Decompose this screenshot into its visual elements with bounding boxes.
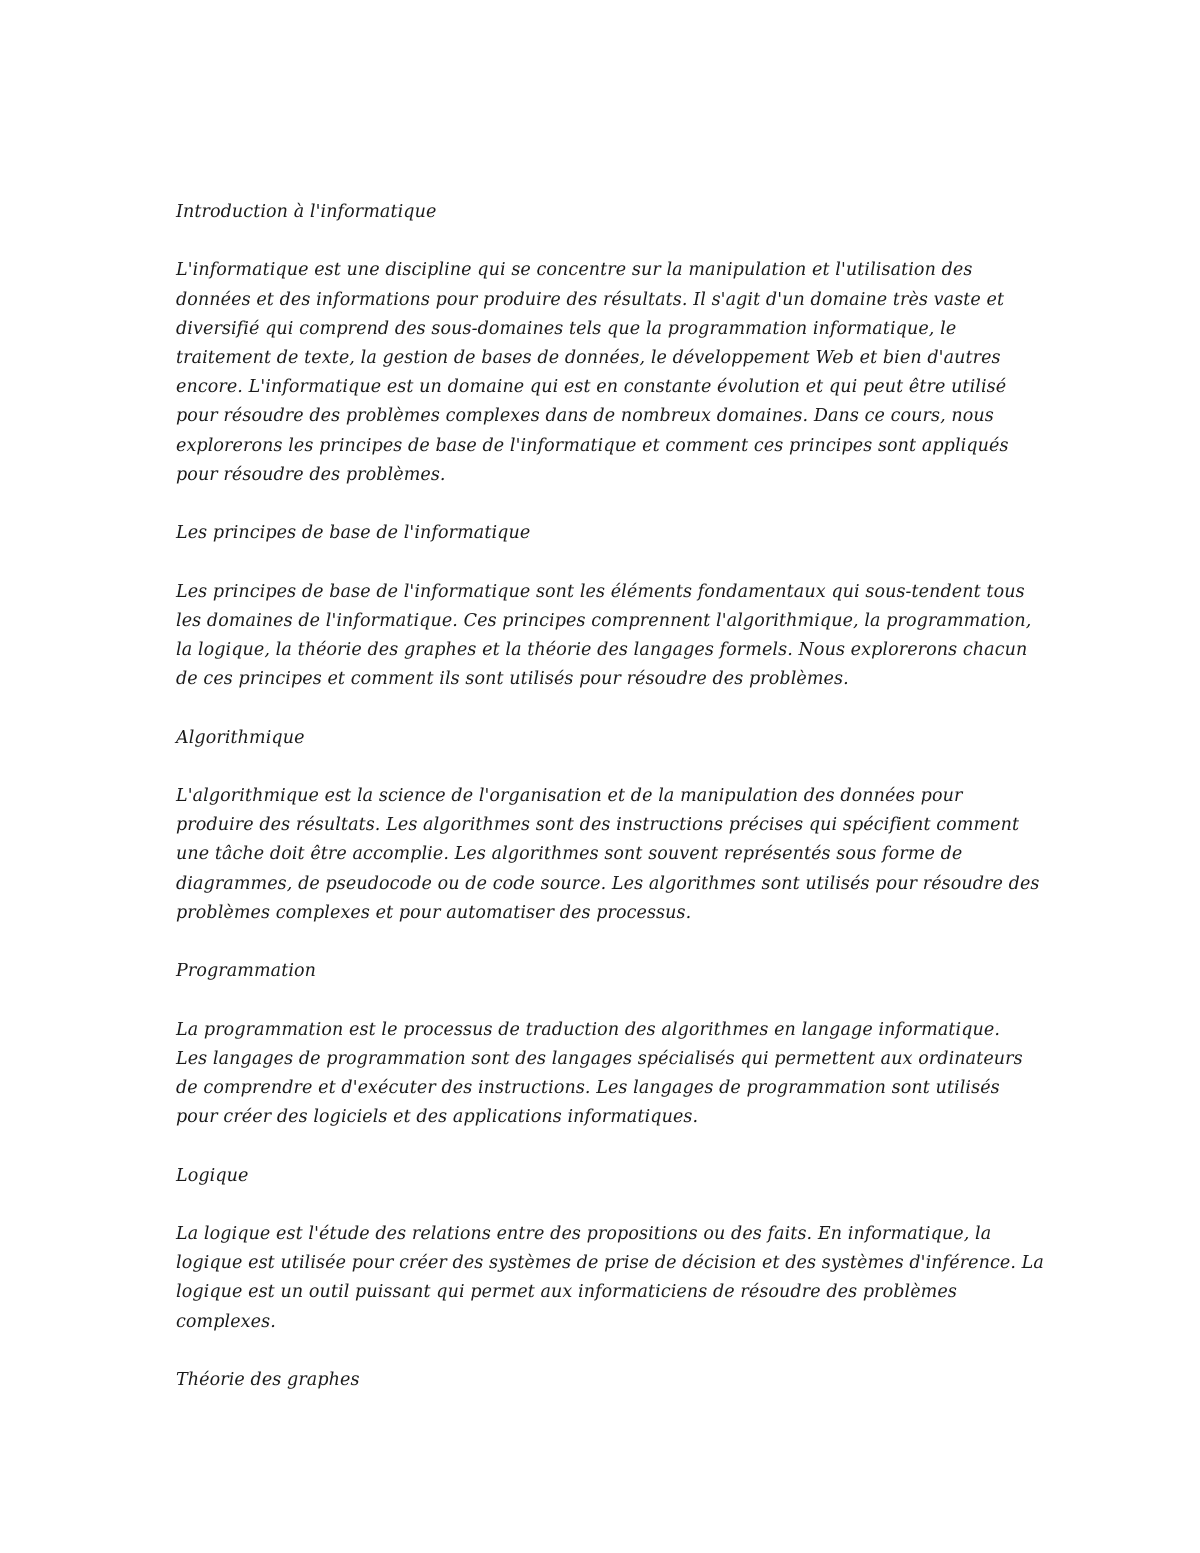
text-line: logique est utilisée pour créer des systèmes de prise de décision et des systèmes d'inférence. La [176,1253,1044,1274]
text-line: problèmes complexes et pour automatiser des processus. [176,902,692,923]
text-line: traitement de texte, la gestion de bases de données, le développement Web et bien d'autres [176,348,1001,368]
section-heading: Logique [176,1165,249,1186]
text-line: les domaines de l'informatique. Ces principes comprennent l'algorithmique, la programmation, [176,610,1032,631]
text-line: diversifié qui comprend des sous-domaines tels que la programmation informatique, le [176,318,957,339]
text-line: produire des résultats. Les algorithmes sont des instructions précises qui spécifient comment [176,815,1020,836]
text-line: de ces principes et comment ils sont utilisés pour résoudre des problèmes. [176,669,849,690]
text-line: de comprendre et d'exécuter des instructions. Les langages de programmation sont utilisés [176,1077,1000,1098]
text-line: complexes. [176,1311,276,1332]
text-line: une tâche doit être accomplie. Les algorithmes sont souvent représentés sous forme de [176,844,963,865]
document-body [176,198,1044,1424]
paragraph [176,1016,1036,1133]
section-heading: Algorithmique [176,727,305,748]
section-heading: Théorie des graphes [176,1369,360,1390]
text-line: L'informatique est une discipline qui se concentre sur la manipulation et l'utilisation des [176,260,973,281]
text-line: L'algorithmique est la science de l'organisation et de la manipulation des données pour [176,785,963,806]
text-line: La logique est l'étude des relations entre des propositions ou des faits. En informatique, la [176,1223,992,1244]
text-line: pour résoudre des problèmes. [176,464,446,485]
paragraph [176,578,1036,695]
text-line: logique est un outil puissant qui permet aux informaticiens de résoudre des problèmes [176,1282,957,1303]
paragraph [176,782,1040,928]
text-line: La programmation est le processus de traduction des algorithmes en langage informatique. [176,1019,1001,1040]
text-line: diagrammes, de pseudocode ou de code source. Les algorithmes sont utilisés pour résoudre des [176,873,1040,894]
text-line: encore. L'informatique est un domaine qui est en constante évolution et qui peut être utilisé [176,377,1007,398]
section-heading: Introduction à l'informatique [176,202,437,222]
text-line: la logique, la théorie des graphes et la théorie des langages formels. Nous explorerons chacun [176,640,1028,660]
text-line: pour résoudre des problèmes complexes dans de nombreux domaines. Dans ce cours, nous [176,406,994,427]
section-heading: Les principes de base de l'informatique [176,523,531,544]
text-line: données et des informations pour produire des résultats. Il s'agit d'un domaine très vaste et [176,289,1005,310]
paragraph [176,1220,1044,1337]
text-line: Les principes de base de l'informatique sont les éléments fondamentaux qui sous-tendent tous [176,581,1025,602]
section-heading: Programmation [176,961,317,982]
text-line: Les langages de programmation sont des langages spécialisés qui permettent aux ordinateurs [176,1048,1023,1069]
text-line: explorerons les principes de base de l'informatique et comment ces principes sont appliqués [176,435,1009,456]
text-line: pour créer des logiciels et des applications informatiques. [176,1107,699,1128]
paragraph [176,256,1036,490]
